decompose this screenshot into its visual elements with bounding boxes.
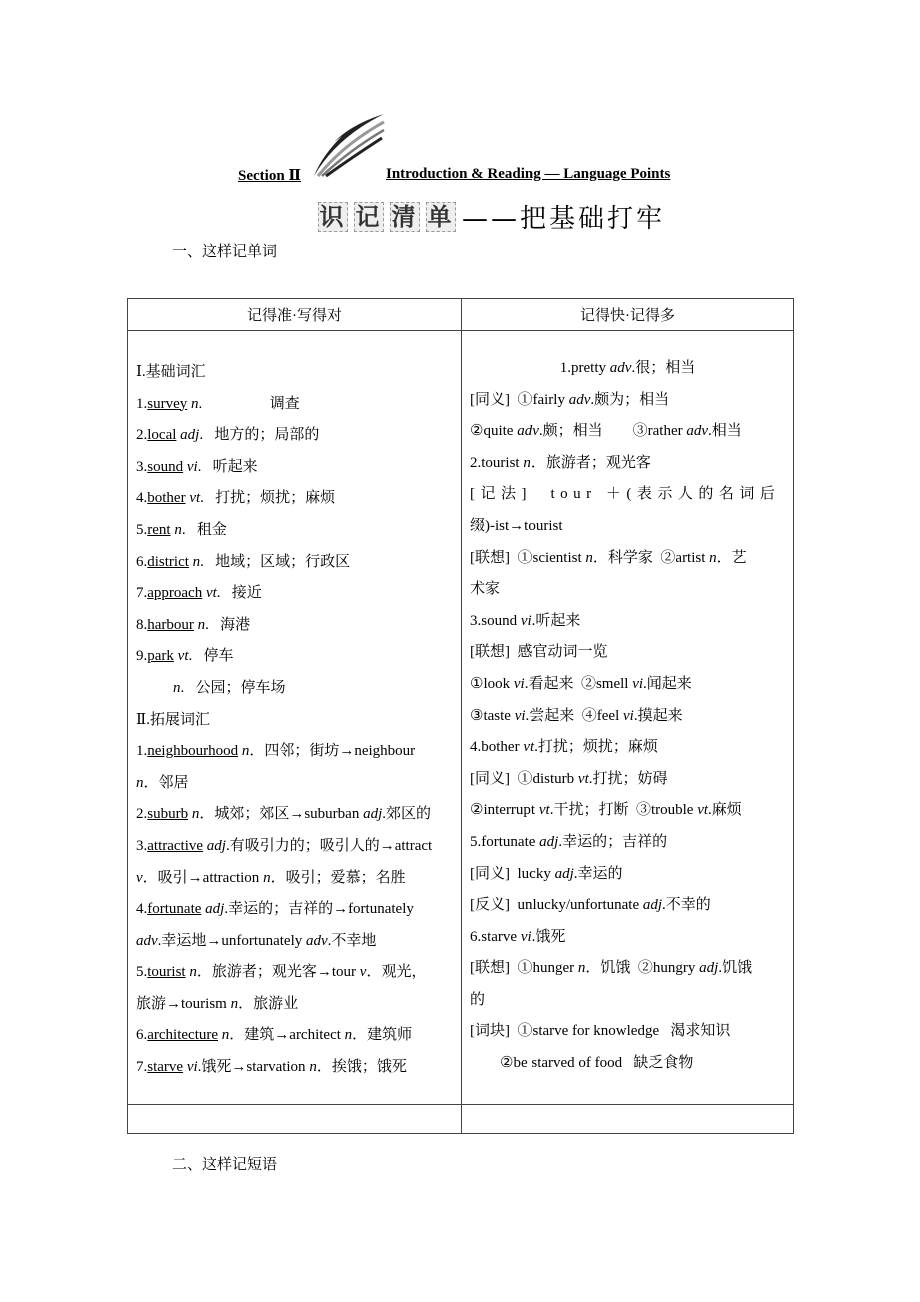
line-text: 旅游→tourism [136,995,231,1012]
vocab-line [470,827,785,859]
part-of-speech: n [309,1059,317,1076]
part-of-speech: n [191,806,200,823]
line-text: ．饥饿 ②hungry [585,960,700,977]
line-text [158,680,173,696]
empty-cell [462,1104,794,1133]
line-text: 1. [136,743,148,760]
line-text: ②interrupt [470,802,539,819]
headword: harbour [147,616,194,633]
line-text: ③taste [470,707,515,724]
vocab-line [136,1052,453,1084]
vocab-line [470,543,785,575]
line-text: ．吸引；爱慕；名胜 [270,869,406,886]
line-text: .摸起来 [633,707,683,724]
vocab-line [470,669,785,701]
headword: architecture [147,1027,219,1044]
line-text: .听起来 [531,612,581,629]
vocab-line [470,637,785,669]
line-text: .幸运的；吉祥的 [558,833,668,850]
line-text: .颇为；相当 [590,391,670,408]
part-of-speech: adv [305,932,328,949]
part-of-speech: adj [642,897,663,914]
line-text: . 租金 [181,521,227,538]
vocab-line [136,389,453,421]
line-text: ①look [470,675,514,692]
part-of-speech: vt [538,802,550,819]
vocab-line [136,578,453,610]
part-of-speech: adv [568,391,591,408]
line-text: 的 [470,991,486,1008]
part-of-speech: adj [206,837,226,854]
vocab-line [470,764,785,796]
line-text: .饿死 [531,928,566,945]
line-text: ．旅游者；观光客→tour [196,964,360,981]
boxed-char: 识 [319,202,347,231]
line-text: .饿死→starvation [197,1059,310,1076]
part-of-speech: n [197,616,206,633]
line-text: 5. [136,521,148,538]
part-of-speech: adj [180,427,200,444]
vocab-line [136,863,453,895]
part-of-speech: n [191,395,199,412]
line-text: . 停车 [188,648,234,665]
line-text: ．观光， [366,964,427,981]
line-text: .饥饿 [718,960,753,977]
line-text: .颇；相当 ③rather [538,423,687,440]
part-of-speech: n [192,553,201,570]
vocab-line [470,701,785,733]
line-text: ．挨饿；饿死 [316,1059,407,1076]
line-text: .很；相当 [631,360,696,376]
part-heading-words: 一、这样记单词 [172,242,278,260]
part-of-speech: v [136,869,143,886]
part-of-speech: n [173,679,181,696]
line-text: [联想] ①hunger [470,960,578,977]
vocab-line [136,705,453,737]
line-text: ．吸引→attraction [142,869,264,886]
vocab-line [470,574,785,606]
line-text: .幸运的 [573,865,623,882]
vocab-line [136,926,453,958]
line-text: 术家 [470,581,501,598]
line-text: .郊区的 [382,806,432,823]
part-of-speech: n [136,774,144,791]
vocab-line [136,957,453,989]
part-of-speech: vi [520,612,532,629]
vocab-line [470,416,785,448]
headword: park [147,648,174,665]
line-text: 缀)-ist→tourist [470,517,563,534]
line-text: . 听起来 [197,458,258,475]
right-column [462,331,793,1100]
line-text: 2. [136,427,148,444]
line-text: 6.starve [470,928,521,945]
vocab-line [136,547,453,579]
vocab-line [470,953,785,985]
line-text: 1. [136,395,148,412]
col-header-left: 记得准·写得对 [128,299,462,331]
line-text: ．科学家 ②artist [592,549,710,566]
vocab-line [136,452,453,484]
part-of-speech: adj [205,901,225,918]
part-of-speech: n [230,995,239,1012]
headword: rent [147,521,171,538]
headword: sound [147,458,184,475]
line-text: .看起来 ②smell [524,675,633,692]
part-of-speech: n [241,743,250,760]
vocab-table [127,298,794,1134]
line-text: 5. [136,964,148,981]
line-text: .麻烦 [708,802,742,819]
vocab-line [136,483,453,515]
line-text: 2. [136,806,148,823]
part-of-speech: n [344,1027,353,1044]
headword: survey [147,395,188,412]
part-of-speech: n [263,869,271,886]
line-text: 2.tourist [470,454,524,471]
line-text: [记法] tour ＋(表示人的名词后 [470,486,781,503]
part-of-speech: vt [697,802,709,819]
part-of-speech: adj [539,833,559,850]
line-text: 4. [136,901,148,918]
part-of-speech: adv [609,360,632,376]
empty-cell [128,1104,462,1133]
line-text: 3. [136,837,148,854]
line-text: [联想] ①scientist [470,549,586,566]
vocab-line [470,1016,785,1048]
line-text: ．四邻；街坊→neighbour [249,743,416,760]
part-of-speech: adv [517,423,539,440]
line-text: [反义] unlucky/unfortunate [470,897,643,914]
line-text: ．旅游者；观光客 [530,454,651,471]
vocab-line [136,515,453,547]
part-of-speech: vt [189,490,201,507]
part-of-speech: n [577,960,586,977]
part-of-speech: adj [554,865,574,882]
headword: starve [147,1059,184,1076]
headword: tourist [147,964,186,981]
part-of-speech: vi [186,458,198,475]
line-text: ．建筑→architect [229,1027,345,1044]
line-text: .闻起来 [643,675,692,692]
part-of-speech: vt [177,648,189,665]
line-text: [同义] ①disturb [470,770,578,787]
vocab-line [136,641,453,673]
section-title: Introduction & Reading — Language Points [386,166,671,182]
part-of-speech: vi [632,675,644,692]
vocab-line [136,357,453,389]
vocab-line [470,479,785,511]
headword: local [147,427,177,444]
line-text: ．旅游业 [238,995,299,1012]
section-label: Section Ⅱ [238,168,302,184]
line-text: . 地方的；局部的 [199,427,320,444]
headword: attractive [147,837,204,854]
part-of-speech: vt [523,739,535,756]
line-text: .不幸地 [327,932,377,949]
vocab-line [136,610,453,642]
part-of-speech: n [189,964,197,981]
line-text: 3.sound [470,612,521,629]
line-text: ．城郊；郊区→suburban [199,806,364,823]
boxed-char: 单 [427,202,455,231]
part-of-speech: vt [205,585,217,602]
vocab-line [136,1020,453,1052]
swoosh-logo-icon [312,112,388,178]
part-of-speech: adj [363,806,383,823]
line-text: 6. [136,1027,148,1044]
line-text: .打扰；烦扰；麻烦 [534,739,658,756]
part-of-speech: v [359,964,367,981]
part-of-speech: vt [577,770,589,787]
vocab-line [470,448,785,480]
line-text: ．建筑师 [352,1027,413,1044]
boxed-char: 清 [391,202,419,231]
line-text: 3. [136,458,148,475]
vocab-line [136,989,453,1021]
line-text: Ⅰ.基础词汇 [136,364,206,380]
line-text: 4. [136,490,148,507]
headword: approach [147,585,203,602]
line-text: .幸运地→unfortunately [157,932,306,949]
headword: neighbourhood [147,743,239,760]
line-text: Ⅱ.拓展词汇 [136,711,210,728]
line-text: 1.pretty [559,360,610,376]
line-text: [同义] ①fairly [470,391,569,408]
boxed-char: 记 [355,202,383,231]
line-text: ．艺 [716,549,747,566]
subtitle [318,198,665,235]
vocab-line [136,831,453,863]
part-of-speech: n [585,549,593,566]
vocab-line [470,511,785,543]
line-text: 9. [136,648,148,665]
vocab-line [470,606,785,638]
vocab-line [136,673,453,705]
line-text: .尝起来 ④feel [525,707,623,724]
line-text: .干扰；打断 ③trouble [549,802,698,819]
headword: district [147,553,189,570]
line-text: .不幸的 [662,897,711,914]
vocab-line [470,985,785,1017]
vocab-line [470,795,785,827]
part-of-speech: n [709,549,717,566]
line-text: .幸运的；吉祥的→fortunately [224,901,414,918]
line-text: 8. [136,616,148,633]
line-text: 5.fortunate [470,833,540,850]
line-text: . 打扰；烦扰；麻烦 [200,490,336,507]
line-text: 7. [136,1059,148,1076]
vocab-line [136,420,453,452]
part-of-speech: vi [623,707,634,724]
line-text: .有吸引力的；吸引人的→attract [225,837,433,854]
line-text: [联想] 感官动词一览 [470,644,608,661]
vocab-line [470,890,785,922]
vocab-line [470,859,785,891]
subtitle-text: ——把基础打牢 [462,204,666,234]
part-of-speech: vi [514,707,526,724]
line-text: . 海港 [205,616,251,633]
part-of-speech: adj [699,960,719,977]
vocab-line [470,1048,785,1080]
line-text: . 地域；区域；行政区 [200,553,351,570]
line-text: .打扰；妨碍 [588,770,668,787]
line-text: [同义] lucky [470,865,555,882]
part-of-speech: vi [520,928,532,945]
part-of-speech: adv [686,423,709,440]
headword: bother [147,490,186,507]
part-of-speech: adv [136,932,158,949]
line-text: .相当 [708,423,742,440]
headword: fortunate [147,901,202,918]
vocab-line [470,353,785,385]
vocab-line [470,732,785,764]
col-header-right: 记得快·记得多 [462,299,794,331]
line-text: [词块] ①starve for knowledge 渴求知识 [470,1023,731,1040]
part-of-speech: vi [513,675,525,692]
line-text: . 接近 [216,585,262,602]
vocab-line [136,799,453,831]
line-text: ②quite [470,423,518,440]
vocab-line [470,385,785,417]
part-heading-phrases: 二、这样记短语 [172,1155,278,1173]
part-of-speech: n [523,454,531,471]
line-text: ②be starved of food 缺乏食物 [500,1055,694,1072]
left-column [128,331,461,1104]
part-of-speech: vi [186,1059,198,1076]
line-text: ．邻居 [143,774,189,791]
vocab-line [136,768,453,800]
headword: suburb [147,806,189,823]
part-of-speech: n [221,1027,230,1044]
line-text: 7. [136,585,148,602]
part-of-speech: n [174,521,182,538]
vocab-line [136,894,453,926]
line-text: . 调查 [198,395,300,412]
vocab-line [136,736,453,768]
line-text: . 公园；停车场 [180,679,286,696]
line-text: 4.bother [470,739,524,756]
vocab-line [470,922,785,954]
line-text: 6. [136,553,148,570]
